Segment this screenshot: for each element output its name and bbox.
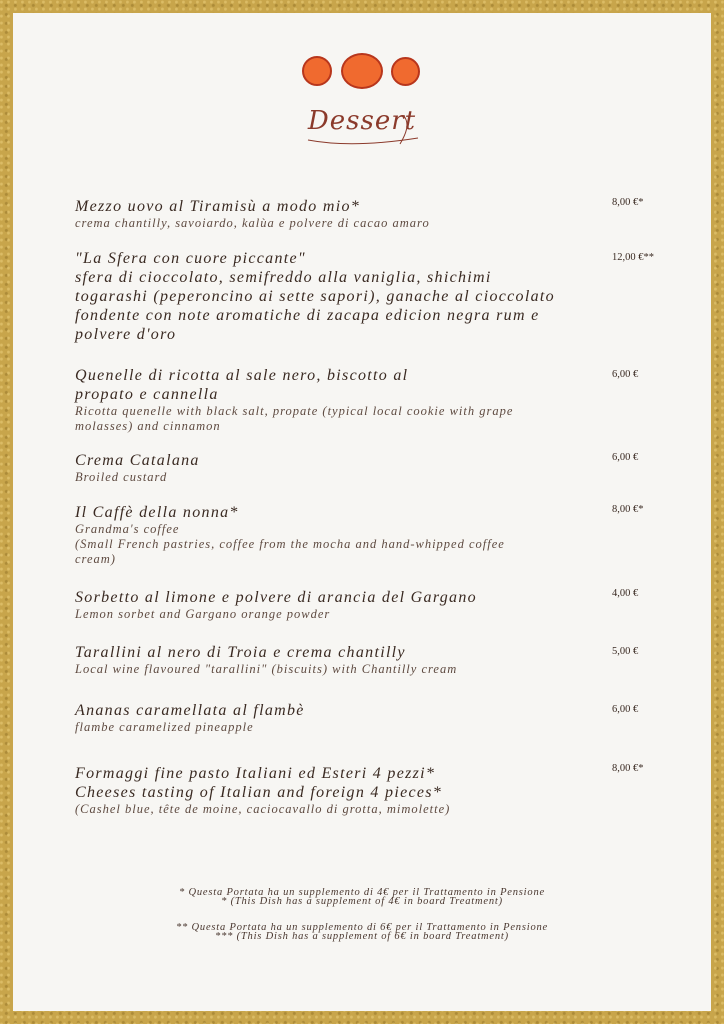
item-name: Formaggi fine pasto Italiani ed Esteri 4 pezzi* Cheeses tasting of Italian and foreign 4 pieces* (75, 765, 443, 801)
item-price: 8,00 €* (612, 763, 644, 774)
item-name: "La Sfera con cuore piccante" sfera di cioccolato, semifreddo alla vaniglia, shichimi togarashi (peperoncino ai sette sapori), ganache al cioccolato fondente con note aromatiche di zacapa edicion negra rum e polvere d'oro (75, 250, 555, 343)
menu-item (75, 197, 605, 231)
orange-dot-icon (341, 53, 383, 89)
item-description: flambe caramelized pineapple (75, 720, 254, 734)
item-name: Tarallini al nero di Troia e crema chantilly (75, 644, 406, 661)
item-name: Il Caffè della nonna* (75, 504, 239, 521)
menu-item (75, 764, 605, 817)
item-description: Lemon sorbet and Gargano orange powder (75, 607, 331, 621)
menu-item (75, 366, 605, 434)
menu-item (75, 249, 605, 344)
orange-dot-icon (391, 57, 420, 86)
item-price: 6,00 € (612, 704, 639, 715)
item-description: crema chantilly, savoiardo, kalùa e polvere di cacao amaro (75, 216, 430, 230)
footnote-single-en: * (This Dish has a supplement of 4€ in board Treatment) (221, 896, 503, 907)
menu-item (75, 701, 605, 735)
footnote-double-it: ** Questa Portata ha un supplemento di 6€ per il Trattamento in Pensione (176, 922, 548, 933)
page-title: Dessert (307, 106, 417, 136)
logo-dots-icon (302, 53, 424, 89)
menu-item (75, 503, 605, 567)
item-price: 6,00 € (612, 369, 639, 380)
item-description: Broiled custard (75, 470, 168, 484)
item-price: 8,00 €* (612, 504, 644, 515)
item-name: Ananas caramellata al flambè (75, 702, 305, 719)
item-description: Ricotta quenelle with black salt, propate (typical local cookie with grape molasses) and cinnamon (75, 404, 514, 433)
item-name: Quenelle di ricotta al sale nero, biscotto al propato e cannella (75, 367, 409, 403)
footnote-single-it: * Questa Portata ha un supplemento di 4€ per il Trattamento in Pensione (179, 887, 545, 898)
menu-item (75, 451, 605, 485)
menu-item (75, 643, 605, 677)
item-description: Grandma's coffee (Small French pastries, coffee from the mocha and hand-whipped coffee cream) (75, 522, 505, 566)
item-price: 6,00 € (612, 452, 639, 463)
item-description: Local wine flavoured "tarallini" (biscuits) with Chantilly cream (75, 662, 458, 676)
item-name: Sorbetto al limone e polvere di arancia del Gargano (75, 589, 477, 606)
item-name: Mezzo uovo al Tiramisù a modo mio* (75, 198, 361, 215)
item-price: 4,00 € (612, 588, 639, 599)
item-name: Crema Catalana (75, 452, 200, 469)
footnote-double-en: *** (This Dish has a supplement of 6€ in board Treatment) (215, 931, 509, 942)
orange-dot-icon (302, 56, 332, 86)
item-price: 8,00 €* (612, 197, 644, 208)
item-price: 5,00 € (612, 646, 639, 657)
menu-item (75, 588, 605, 622)
item-price: 12,00 €** (612, 252, 654, 263)
item-description: (Cashel blue, tête de moine, caciocavallo di grotta, mimolette) (75, 802, 451, 816)
